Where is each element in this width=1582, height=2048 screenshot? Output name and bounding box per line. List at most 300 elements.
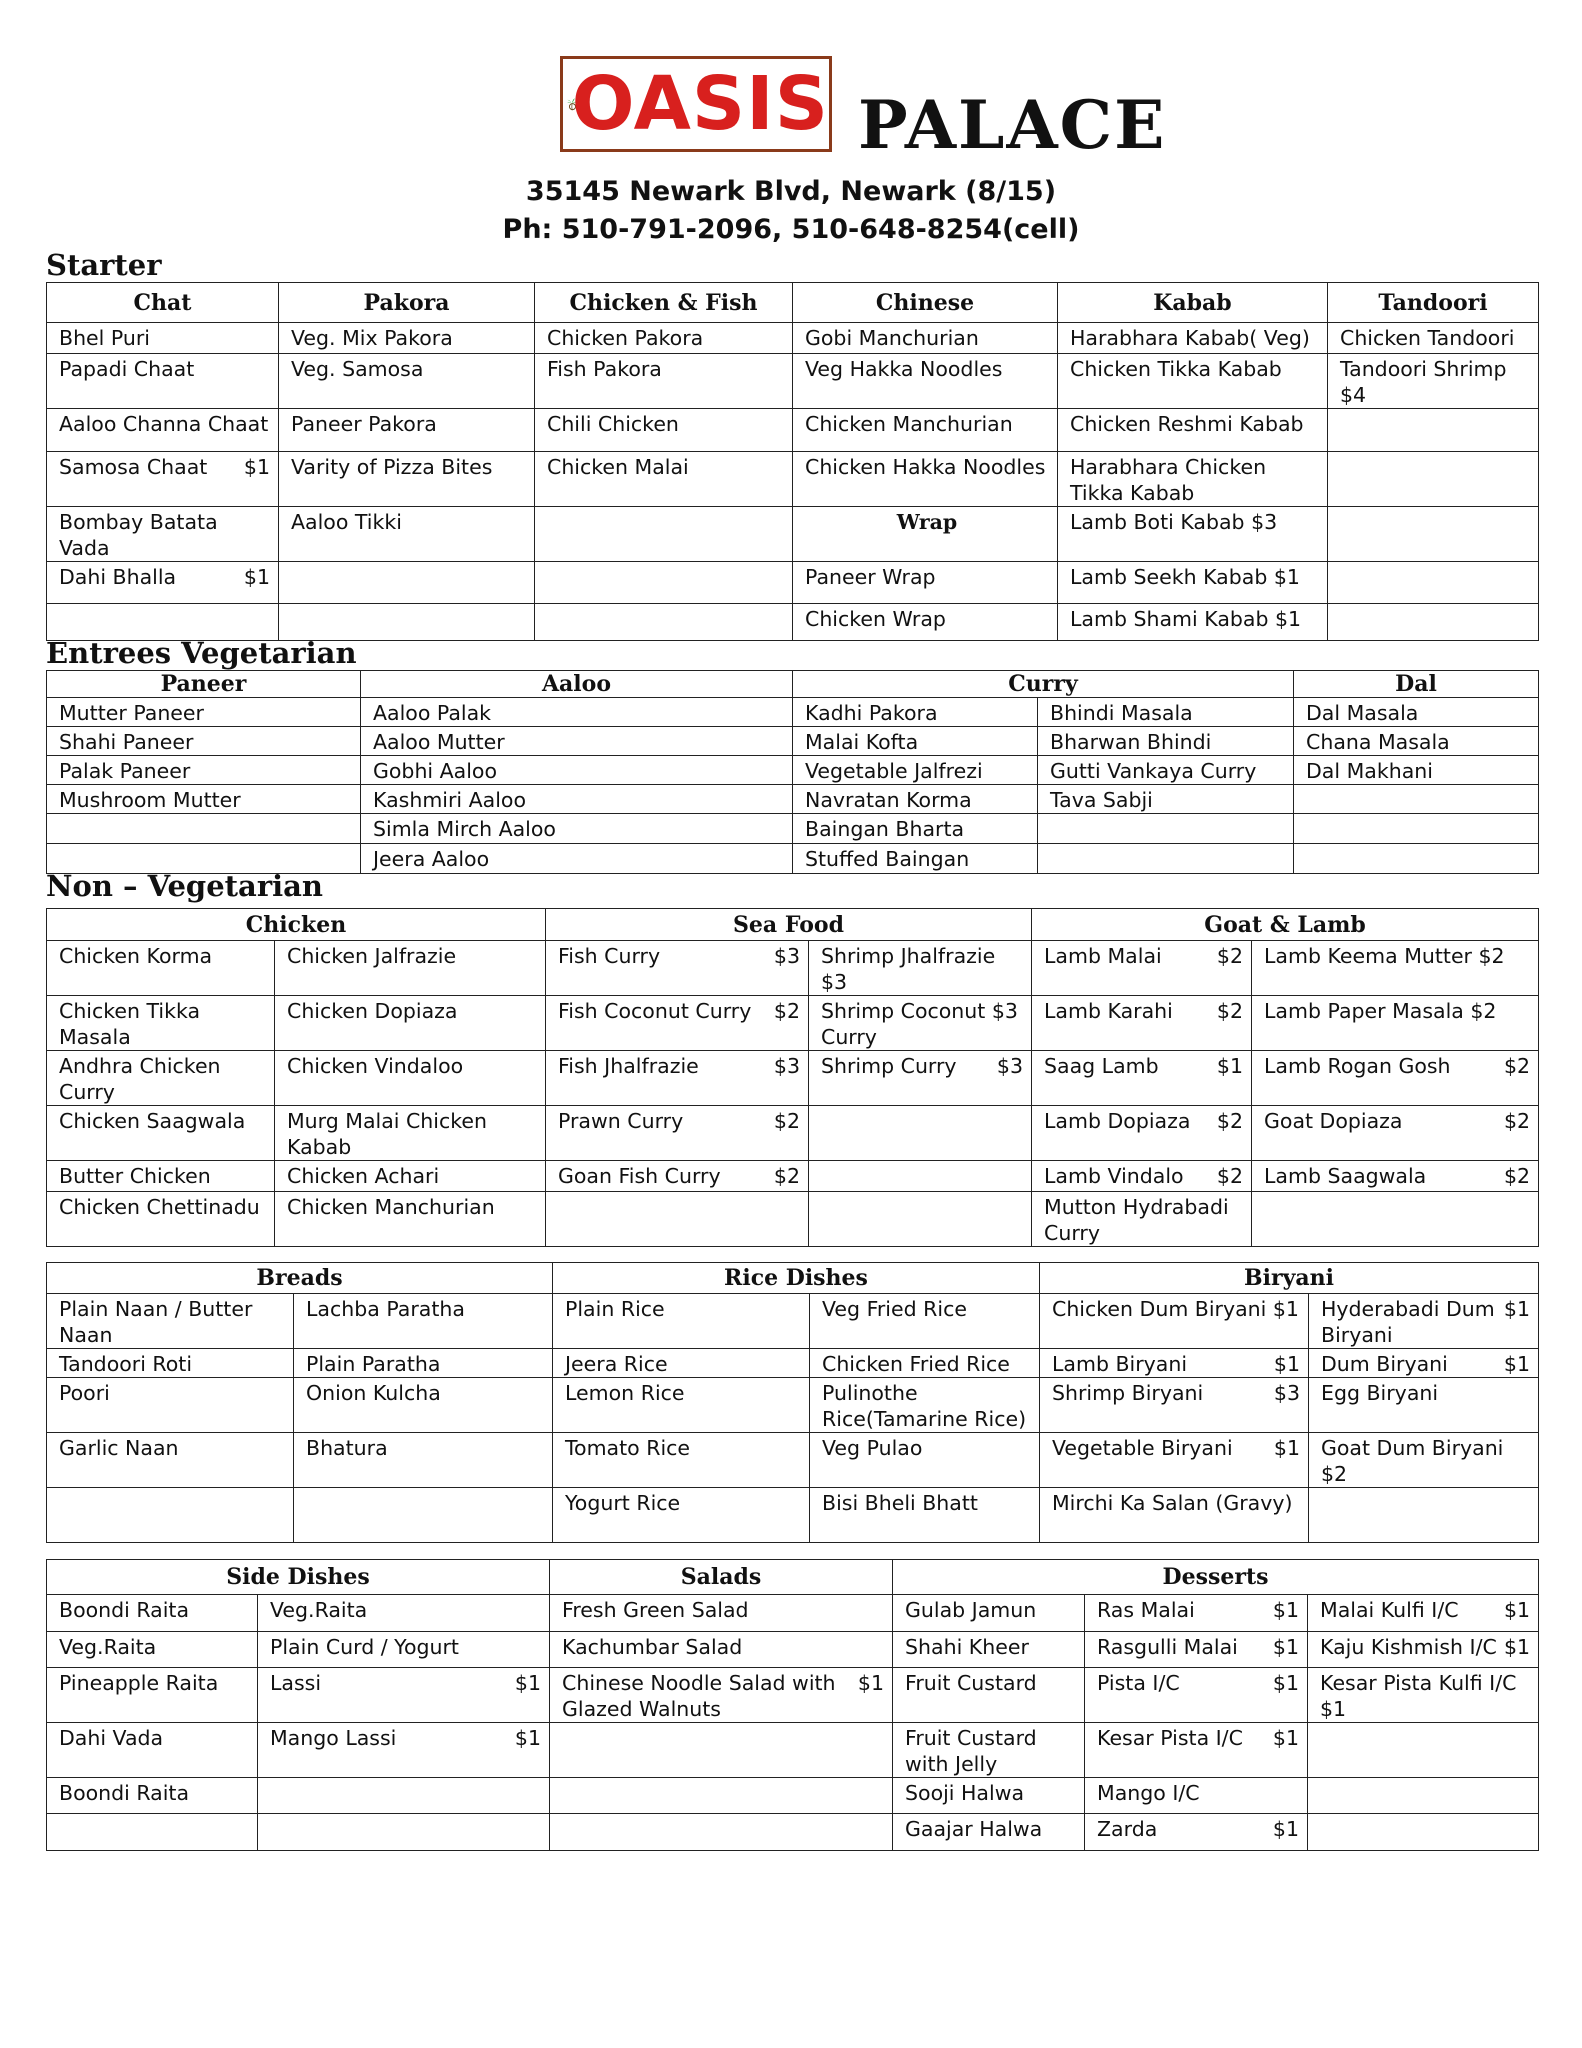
item-name: Papadi Chaat [59,357,195,381]
item-price: $3 [996,1054,1024,1078]
item-name: Kachumbar Salad [562,1635,743,1659]
menu-item [294,1294,553,1349]
item-name: Mutter Paneer [59,701,204,725]
menu-item [1032,1051,1252,1106]
item-name: Dahi Bhalla [59,565,177,589]
item-name: Tava Sabji [1050,788,1153,812]
empty-cell [47,1488,294,1543]
empty-cell [809,1161,1032,1192]
menu-item [47,756,361,785]
empty-cell [294,1488,553,1543]
empty-cell [1328,507,1539,562]
menu-item [1308,1632,1539,1668]
menu-item [1328,323,1539,354]
item-name: Rasgulli Malai [1097,1635,1238,1659]
empty-cell [550,1814,893,1851]
item-name: Veg.Raita [270,1598,368,1622]
item-name: Paneer Pakora [291,412,437,436]
menu-item [1309,1378,1539,1433]
item-name: Mutton Hydrabadi Curry [1044,1195,1229,1245]
menu-item [294,1349,553,1378]
item-name: Chicken Wrap [805,607,946,631]
item-name: Chicken Korma [59,944,213,968]
column-header: Aaloo [361,671,793,698]
item-name: Lemon Rice [565,1381,685,1405]
item-name: Navratan Korma [805,788,972,812]
item-name: Stuffed Baingan [805,847,970,871]
menu-item [1294,698,1539,727]
item-price: $2 [773,999,800,1023]
table-row [47,1106,1539,1161]
item-name: Malai Kofta [805,730,919,754]
item-name: Butter Chicken [59,1164,211,1188]
menu-item [1038,756,1294,785]
menu-item [810,1349,1040,1378]
column-header: Curry [793,671,1294,698]
item-name: Shrimp Jhalfrazie $3 [821,944,996,994]
menu-item [1085,1778,1308,1814]
menu-item [1040,1433,1309,1488]
item-name: Kesar Pista I/C [1097,1726,1243,1750]
item-name: Veg Fried Rice [822,1297,967,1321]
menu-item [1085,1668,1308,1723]
item-name: Chicken Dum Biryani $1 [1052,1297,1299,1321]
column-header: Dal [1294,671,1539,698]
item-name: Lamb Saagwala [1264,1164,1427,1188]
item-name: Dahi Vada [59,1726,164,1750]
item-name: Lassi [270,1671,322,1695]
menu-item [47,727,361,756]
item-name: Prawn Curry [558,1109,684,1133]
menu-item [1252,1106,1539,1161]
menu-item [550,1668,893,1723]
section-title-vegetarian: Entrees Vegetarian [46,636,357,670]
table-row [47,814,1539,844]
section-title-non-vegetarian: Non – Vegetarian [46,869,324,903]
section-title-starter: Starter [46,248,162,282]
menu-item [1038,785,1294,814]
item-name: Pineapple Raita [59,1671,219,1695]
menu-item [258,1723,550,1778]
menu-item [809,941,1032,996]
menu-item [1032,996,1252,1051]
menu-item [1032,1192,1252,1247]
menu-item [535,452,793,507]
item-price: $1 [1216,1054,1244,1078]
menu-item [275,1051,546,1106]
item-name: Chicken Manchurian [805,412,1013,436]
item-name: Gulab Jamun [905,1598,1037,1622]
table-row [47,562,1539,604]
item-name: Plain Curd / Yogurt [270,1635,459,1659]
menu-item [1085,1723,1308,1778]
menu-item [1058,409,1328,452]
empty-cell [1309,1488,1539,1543]
item-name: Chicken Jalfrazie [287,944,457,968]
item-name: Fish Coconut Curry [558,999,752,1023]
menu-item [809,1051,1032,1106]
item-name: Fruit Custard [905,1671,1037,1695]
item-name: Bhindi Masala [1050,701,1193,725]
item-name: Kadhi Pakora [805,701,938,725]
column-header: Chat [47,283,279,323]
item-name: Aaloo Channa Chaat [59,412,269,436]
item-name: Lamb Malai [1044,944,1162,968]
table-row [47,1814,1539,1851]
menu-item [279,354,535,409]
item-name: Veg Hakka Noodles [805,357,1003,381]
item-name: Palak Paneer [59,759,191,783]
empty-cell [809,1192,1032,1247]
menu-item [809,996,1032,1051]
column-header: Sea Food [546,909,1032,941]
menu-item [47,785,361,814]
item-name: Baingan Bharta [805,817,965,841]
item-name: Chicken Dopiaza [287,999,458,1023]
item-name: Murg Malai Chicken Kabab [287,1109,488,1159]
empty-cell [279,562,535,604]
item-name: Chicken Manchurian [287,1195,495,1219]
table-row [47,323,1539,354]
menu-item [546,996,809,1051]
menu-item [793,785,1038,814]
table-row [47,941,1539,996]
item-name: Chicken Tandoori [1340,326,1515,350]
menu-item [793,844,1038,874]
item-name: Garlic Naan [59,1436,179,1460]
item-name: Pista I/C [1097,1671,1180,1695]
empty-cell [535,507,793,562]
menu-item [1058,604,1328,641]
menu-item [275,941,546,996]
column-header: Rice Dishes [553,1263,1040,1294]
item-name: Saag Lamb [1044,1054,1159,1078]
item-price: $1 [1273,1436,1300,1460]
column-header: Kabab [1058,283,1328,323]
menu-item [1294,756,1539,785]
item-name: Lamb Biryani [1052,1352,1188,1376]
menu-item [550,1632,893,1668]
item-price: $2 [1216,1164,1244,1188]
menu-item [793,354,1058,409]
menu-item [294,1378,553,1433]
menu-item [553,1433,810,1488]
column-header: Pakora [279,283,535,323]
item-name: Aaloo Mutter [373,730,505,754]
item-name: Chicken Vindaloo [287,1054,464,1078]
menu-item [47,409,279,452]
menu-item [361,756,793,785]
menu-item [1032,1161,1252,1192]
item-name: Lachba Paratha [306,1297,465,1321]
table-row [47,354,1539,409]
item-price: $2 [1503,1109,1531,1133]
menu-item [1058,562,1328,604]
empty-cell [279,604,535,641]
item-name: Shahi Kheer [905,1635,1029,1659]
table-row [47,1294,1539,1349]
item-name: Veg. Samosa [291,357,424,381]
item-name: Tandoori Shrimp $4 [1340,357,1507,407]
item-name: Chicken Tikka Kabab [1070,357,1282,381]
item-name: Lamb Vindalo [1044,1164,1184,1188]
menu-item [361,698,793,727]
table-row [47,996,1539,1051]
menu-item [793,507,1058,562]
empty-cell [1294,844,1539,874]
menu-item [47,452,279,507]
item-name: Lamb Rogan Gosh [1264,1054,1451,1078]
item-name: Gaajar Halwa [905,1817,1043,1841]
menu-item [893,1723,1085,1778]
empty-cell [47,1814,258,1851]
item-name: Gutti Vankaya Curry [1050,759,1257,783]
column-header: Tandoori [1328,283,1539,323]
empty-cell [1252,1192,1539,1247]
item-name: Chinese Noodle Salad with Glazed Walnuts [562,1671,836,1721]
menu-item [258,1595,550,1632]
table-row [47,1488,1539,1543]
column-header: Paneer [47,671,361,698]
menu-item [47,1668,258,1723]
item-name: Chicken Pakora [547,326,704,350]
item-name: Zarda [1097,1817,1158,1841]
menu-item [47,941,275,996]
column-header: Chinese [793,283,1058,323]
item-name: Egg Biryani [1321,1381,1439,1405]
item-name: Gobi Manchurian [805,326,979,350]
menu-item [279,507,535,562]
menu-item [1308,1668,1539,1723]
item-name: Fish Curry [558,944,661,968]
breads-rice-biryani-table [46,1262,1539,1543]
item-price: $1 [1272,1817,1300,1841]
table-row [47,1192,1539,1247]
sides-salads-desserts-table [46,1559,1539,1851]
item-name: Goat Dum Biryani $2 [1321,1436,1504,1486]
item-name: Shahi Paneer [59,730,194,754]
menu-item [793,727,1038,756]
menu-item [1308,1595,1539,1632]
item-price: $1 [1503,1635,1531,1659]
empty-cell [258,1778,550,1814]
menu-item [553,1349,810,1378]
column-header: Chicken & Fish [535,283,793,323]
menu-item [793,409,1058,452]
menu-item [893,1778,1085,1814]
item-price: $1 [1503,1352,1530,1376]
menu-item [1032,941,1252,996]
item-name: Lamb Boti Kabab $3 [1070,510,1278,534]
item-name: Kesar Pista Kulfi I/C $1 [1320,1671,1517,1721]
item-name: Plain Rice [565,1297,665,1321]
menu-item [1085,1632,1308,1668]
item-price: $1 [1272,1598,1300,1622]
empty-cell [809,1106,1032,1161]
item-name: Gobhi Aaloo [373,759,498,783]
item-name: Dum Biryani [1321,1352,1448,1376]
item-name: Chicken Malai [547,455,689,479]
menu-item [810,1488,1040,1543]
menu-item [47,1051,275,1106]
table-row [47,452,1539,507]
table-row [47,1668,1539,1723]
item-name: Poori [59,1381,110,1405]
column-header: Side Dishes [47,1560,550,1595]
item-name: Jeera Rice [565,1352,668,1376]
item-price: $2 [1216,1109,1244,1133]
menu-item [546,941,809,996]
column-header: Goat & Lamb [1032,909,1539,941]
item-name: Pulinothe Rice(Tamarine Rice) [822,1381,1027,1431]
menu-item [793,323,1058,354]
empty-cell [1294,785,1539,814]
table-row [47,1778,1539,1814]
item-price: $1 [514,1671,542,1695]
item-price: $2 [1503,1054,1531,1078]
menu-item [47,507,279,562]
menu-item [793,562,1058,604]
menu-item [47,1161,275,1192]
empty-cell [535,604,793,641]
empty-cell [1328,604,1539,641]
column-header: Desserts [893,1560,1539,1595]
menu-item [47,1433,294,1488]
menu-item [1058,354,1328,409]
empty-cell [1308,1723,1539,1778]
empty-cell [258,1814,550,1851]
item-name: Tomato Rice [565,1436,691,1460]
item-price: $2 [773,1109,800,1133]
starter-table [46,282,1539,641]
item-name: Onion Kulcha [306,1381,441,1405]
menu-item [893,1632,1085,1668]
menu-item [47,1778,258,1814]
menu-item [47,1349,294,1378]
table-row [47,507,1539,562]
item-name: Kaju Kishmish I/C [1320,1635,1497,1659]
item-name: Chicken Tikka Masala [59,999,201,1049]
item-name: Goat Dopiaza [1264,1109,1403,1133]
menu-item [1252,1161,1539,1192]
menu-item [47,1192,275,1247]
item-name: Fish Jhalfrazie [558,1054,699,1078]
column-header: Chicken [47,909,546,941]
menu-item [810,1378,1040,1433]
menu-item [793,698,1038,727]
item-name: Chicken Reshmi Kabab [1070,412,1304,436]
menu-item [793,756,1038,785]
menu-item [275,996,546,1051]
item-name: Veg. Mix Pakora [291,326,453,350]
empty-cell [1328,452,1539,507]
menu-item [361,844,793,874]
menu-item [1085,1595,1308,1632]
menu-item [1328,354,1539,409]
empty-cell [1038,814,1294,844]
item-price: $1 [1272,1635,1300,1659]
menu-item [47,1723,258,1778]
item-name: Malai Kulfi I/C [1320,1598,1459,1622]
menu-item [1294,727,1539,756]
column-header: Salads [550,1560,893,1595]
item-name: Kashmiri Aaloo [373,788,526,812]
menu-item [550,1595,893,1632]
item-name: Chili Chicken [547,412,679,436]
item-name: Bhatura [306,1436,388,1460]
empty-cell [1308,1778,1539,1814]
item-name: Bhel Puri [59,326,150,350]
logo-text: OASIS [571,61,829,147]
menu-item [275,1192,546,1247]
item-name: Chicken Chettinadu [59,1195,260,1219]
item-name: Andhra Chicken Curry [59,1054,221,1104]
menu-item [361,785,793,814]
menu-item [793,604,1058,641]
item-price: $3 [773,944,800,968]
menu-item [294,1433,553,1488]
empty-cell [1328,409,1539,452]
item-name: Veg.Raita [59,1635,157,1659]
menu-item [793,814,1038,844]
menu-item [553,1378,810,1433]
item-name: Samosa Chaat [59,455,208,479]
item-name: Lamb Keema Mutter $2 [1264,944,1505,968]
menu-item [275,1161,546,1192]
item-name: Chicken Hakka Noodles [805,455,1046,479]
item-name: Ras Malai [1097,1598,1195,1622]
menu-item [793,452,1058,507]
empty-cell [47,814,361,844]
menu-item [1058,323,1328,354]
menu-item [1309,1294,1539,1349]
item-name: Yogurt Rice [565,1491,681,1515]
menu-item [1058,507,1328,562]
item-price: $1 [243,565,270,589]
menu-item [546,1161,809,1192]
menu-item [1038,727,1294,756]
item-name: Jeera Aaloo [373,847,490,871]
item-name: Varity of Pizza Bites [291,455,493,479]
item-name: Goan Fish Curry [558,1164,721,1188]
item-name: Veg Pulao [822,1436,923,1460]
menu-item [47,996,275,1051]
item-name: Vegetable Jalfrezi [805,759,983,783]
item-name: Mango Lassi [270,1726,397,1750]
menu-item [47,562,279,604]
item-name: Paneer Wrap [805,565,936,589]
item-name: Chicken Achari [287,1164,440,1188]
item-name: Harabhara Chicken Tikka Kabab [1070,455,1267,505]
menu-item [361,727,793,756]
oasis-logo [560,56,832,152]
empty-cell [550,1723,893,1778]
address: 35145 Newark Blvd, Newark (8/15) [525,176,1057,207]
menu-item [546,1051,809,1106]
table-row [47,1723,1539,1778]
item-name: Mirchi Ka Salan (Gravy) [1052,1491,1293,1515]
item-price: $2 [773,1164,800,1188]
item-name: Mango I/C [1097,1781,1200,1805]
item-name: Shrimp Coconut $3 Curry [821,999,1018,1049]
item-name: Tandoori Roti [59,1352,193,1376]
item-name: Boondi Raita [59,1781,190,1805]
empty-cell [1328,562,1539,604]
menu-item [546,1106,809,1161]
item-price: $2 [1216,999,1244,1023]
menu-item [553,1294,810,1349]
item-price: $1 [1503,1297,1530,1321]
